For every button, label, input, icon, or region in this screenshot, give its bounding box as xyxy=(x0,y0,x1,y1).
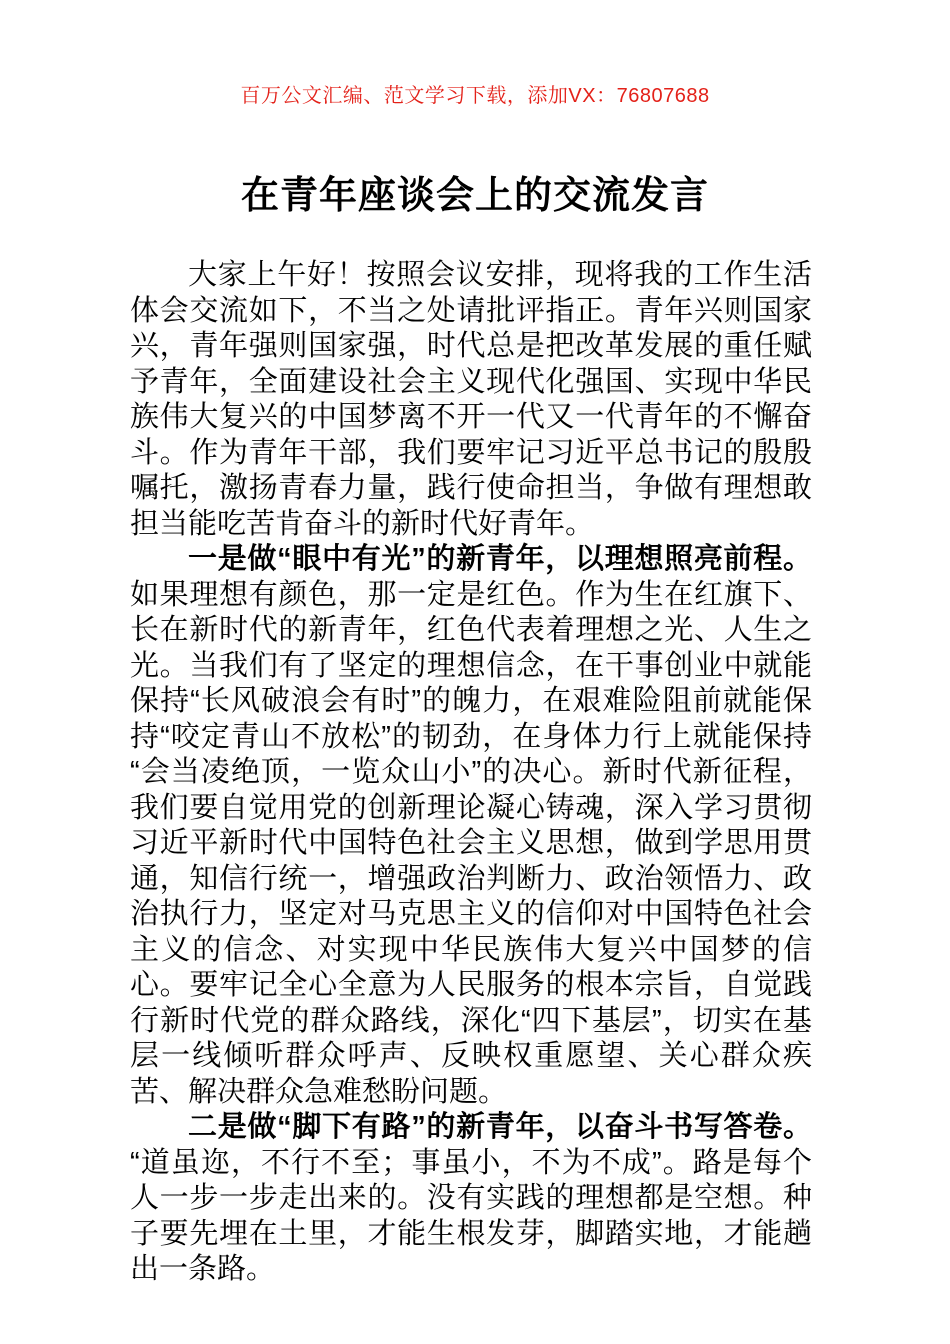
paragraph-point-two xyxy=(130,1110,812,1288)
paragraph-point-one-text: 如果理想有颜色，那一定是红色。作为生在红旗下、长在新时代的新青年，红色代表着理想之光、人生之光。当我们有了坚定的理想信念，在干事创业中就能保持“长风破浪会有时”的魄力，在艰难险阻前就能保持“咬定青山不放松”的韧劲，在身体力行上就能保持“会当凌绝顶，一览众山小”的决心。新时代新征程，我们要自觉用党的创新理论凝心铸魂，深入学习贯彻习近平新时代中国特色社会主义思想，做到学思用贯通，知信行统一，增强政治判断力、政治领悟力、政治执行力，坚定对马克思主义的信仰对中国特色社会主义的信念、对实现中华民族伟大复兴中国梦的信心。要牢记全心全意为人民服务的根本宗旨，自觉践行新时代党的群众路线，深化“四下基层”，切实在基层一线倾听群众呼声、反映权重愿望、关心群众疾苦、解决群众急难愁盼问题。 xyxy=(130,578,812,1108)
paragraph-intro xyxy=(130,258,812,542)
document-title: 在青年座谈会上的交流发言 xyxy=(240,175,709,217)
paragraph-point-two-text: “道虽迩，不行不至；事虽小，不为不成”。路是每个人一步一步走出来的。没有实践的理想都是空想。种子要先埋在土里，才能生根发芽，脚踏实地，才能趟出一条路。 xyxy=(130,1146,812,1285)
header-notice: 百万公文汇编、范文学习下载，添加VX：76807688 xyxy=(240,85,710,107)
document-body xyxy=(130,258,812,1288)
paragraph-point-one-lead: 一是做“眼中有光”的新青年，以理想照亮前程。 xyxy=(188,543,812,575)
paragraph-point-one xyxy=(130,542,812,1110)
paragraph-intro-text: 大家上午好！按照会议安排，现将我的工作生活体会交流如下，不当之处请批评指正。青年兴则国家兴，青年强则国家强，时代总是把改革发展的重任赋予青年，全面建设社会主义现代化强国、实现中华民族伟大复兴的中国梦离不开一代又一代青年的不懈奋斗。作为青年干部，我们要牢记习近平总书记的殷殷嘱托，激扬青春力量，践行使命担当，争做有理想敢担当能吃苦肯奋斗的新时代好青年。 xyxy=(130,259,812,540)
paragraph-point-two-lead: 二是做“脚下有路”的新青年，以奋斗书写答卷。 xyxy=(188,1111,812,1143)
